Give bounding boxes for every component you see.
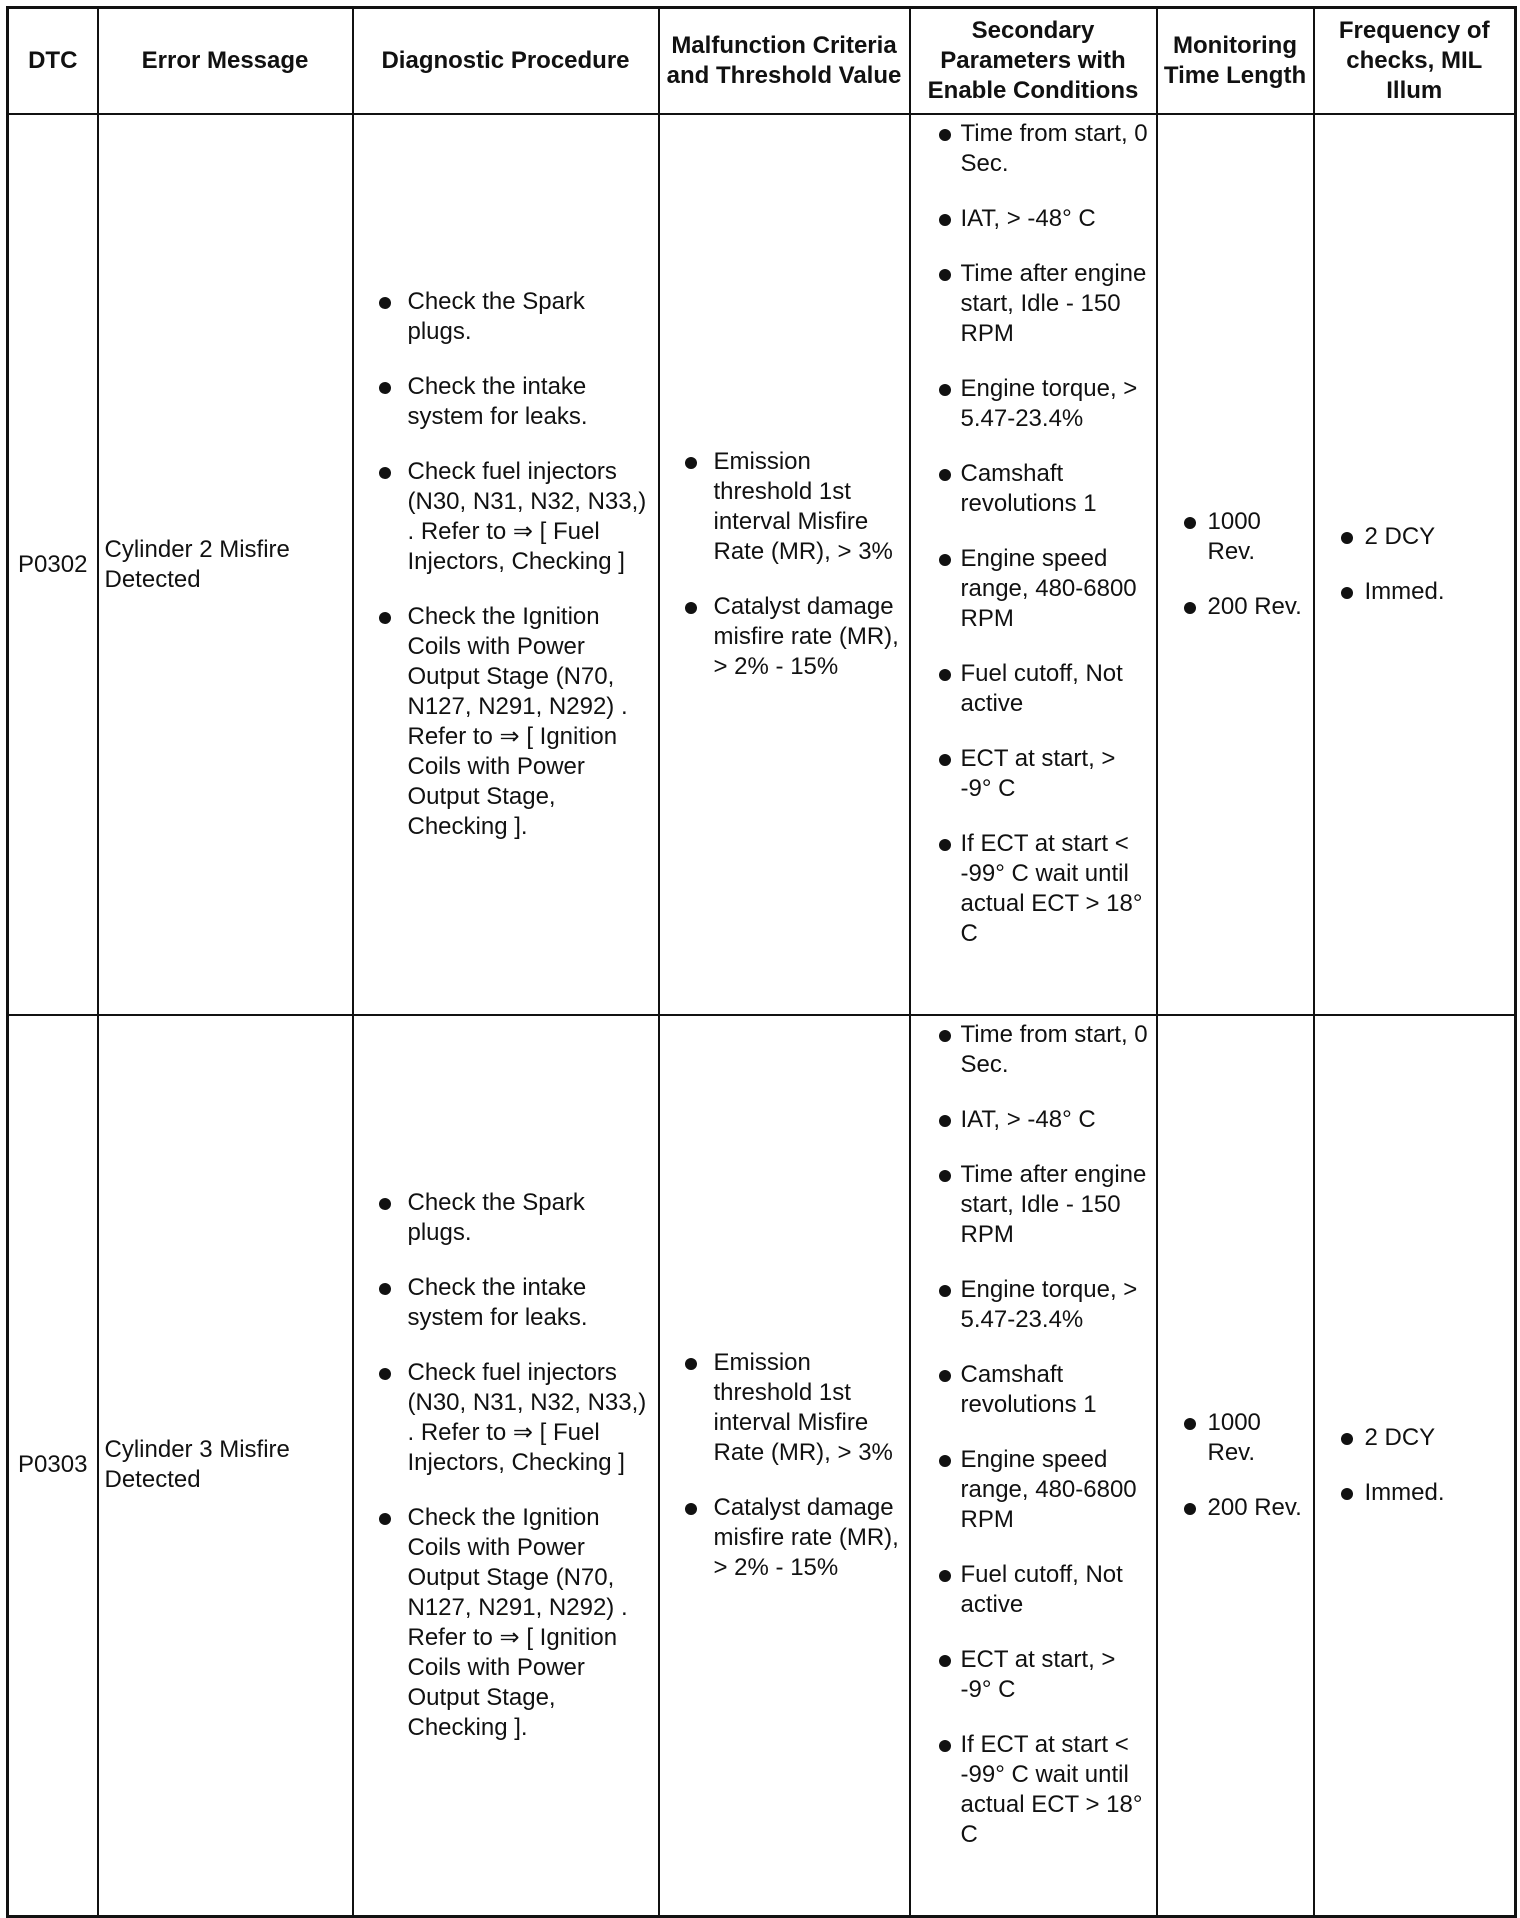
list-item: Engine torque, > 5.47-23.4% bbox=[919, 374, 1150, 434]
monitoring-time-cell bbox=[1157, 1015, 1314, 1916]
diagnostic-procedure-cell bbox=[353, 1015, 659, 1916]
header-dtc: DTC bbox=[8, 8, 98, 115]
list-item: Engine torque, > 5.47-23.4% bbox=[919, 1275, 1150, 1335]
header-monitoring-time: Monitoring Time Length bbox=[1157, 8, 1314, 115]
list-item: Check the Ignition Coils with Power Output Stage (N70, N127, N291, N292) . Refer to ⇒ [ Ignition Coils with Power Output Stage, Checking ]. bbox=[372, 1503, 654, 1743]
frequency-cell bbox=[1314, 1015, 1516, 1916]
list-item: Camshaft revolutions 1 bbox=[919, 1360, 1150, 1420]
frequency-cell bbox=[1314, 114, 1516, 1015]
list-item: IAT, > -48° C bbox=[919, 204, 1150, 234]
header-malfunction-criteria: Malfunction Criteria and Threshold Value bbox=[659, 8, 910, 115]
list-item: Check fuel injectors (N30, N31, N32, N33,) . Refer to ⇒ [ Fuel Injectors, Checking ] bbox=[372, 1358, 654, 1478]
list-item: Fuel cutoff, Not active bbox=[919, 1560, 1150, 1620]
dtc-table bbox=[6, 6, 1517, 1918]
list-item: Catalyst damage misfire rate (MR), > 2% - 15% bbox=[678, 1493, 903, 1583]
list-item: Check the intake system for leaks. bbox=[372, 1273, 654, 1333]
monitoring-time-cell bbox=[1157, 114, 1314, 1015]
list-item: Time after engine start, Idle - 150 RPM bbox=[919, 1160, 1150, 1250]
list-item: Check the Spark plugs. bbox=[372, 287, 654, 347]
list-item: Immed. bbox=[1321, 577, 1509, 607]
malfunction-criteria-cell bbox=[659, 1015, 910, 1916]
list-item: Check the Ignition Coils with Power Output Stage (N70, N127, N291, N292) . Refer to ⇒ [ Ignition Coils with Power Output Stage, Checking ]. bbox=[372, 602, 654, 842]
list-item: Check the intake system for leaks. bbox=[372, 372, 654, 432]
dtc-code: P0302 bbox=[8, 114, 98, 1015]
header-diagnostic-procedure: Diagnostic Procedure bbox=[353, 8, 659, 115]
list-item: Fuel cutoff, Not active bbox=[919, 659, 1150, 719]
header-row bbox=[8, 8, 1516, 115]
list-item: IAT, > -48° C bbox=[919, 1105, 1150, 1135]
list-item: Emission threshold 1st interval Misfire Rate (MR), > 3% bbox=[678, 447, 903, 567]
dtc-table-container bbox=[6, 6, 1514, 1904]
table-row bbox=[8, 114, 1516, 1015]
secondary-parameters-cell bbox=[910, 1015, 1157, 1916]
dtc-code: P0303 bbox=[8, 1015, 98, 1916]
list-item: 1000 Rev. bbox=[1164, 1408, 1307, 1468]
list-item: Camshaft revolutions 1 bbox=[919, 459, 1150, 519]
list-item: 2 DCY bbox=[1321, 1423, 1509, 1453]
list-item: Time from start, 0 Sec. bbox=[919, 1020, 1150, 1080]
list-item: Immed. bbox=[1321, 1478, 1509, 1508]
list-item: Catalyst damage misfire rate (MR), > 2% - 15% bbox=[678, 592, 903, 682]
header-secondary-parameters: Secondary Parameters with Enable Conditions bbox=[910, 8, 1157, 115]
header-frequency: Frequency of checks, MIL Illum bbox=[1314, 8, 1516, 115]
list-item: 2 DCY bbox=[1321, 522, 1509, 552]
list-item: If ECT at start < -99° C wait until actual ECT > 18° C bbox=[919, 1730, 1150, 1850]
list-item: Time from start, 0 Sec. bbox=[919, 119, 1150, 179]
list-item: Check fuel injectors (N30, N31, N32, N33,) . Refer to ⇒ [ Fuel Injectors, Checking ] bbox=[372, 457, 654, 577]
list-item: Time after engine start, Idle - 150 RPM bbox=[919, 259, 1150, 349]
list-item: 1000 Rev. bbox=[1164, 507, 1307, 567]
list-item: Emission threshold 1st interval Misfire Rate (MR), > 3% bbox=[678, 1348, 903, 1468]
list-item: 200 Rev. bbox=[1164, 592, 1307, 622]
secondary-parameters-cell bbox=[910, 114, 1157, 1015]
list-item: ECT at start, > -9° C bbox=[919, 1645, 1150, 1705]
list-item: Engine speed range, 480-6800 RPM bbox=[919, 1445, 1150, 1535]
diagnostic-procedure-cell bbox=[353, 114, 659, 1015]
table-row bbox=[8, 1015, 1516, 1916]
list-item: Check the Spark plugs. bbox=[372, 1188, 654, 1248]
list-item: 200 Rev. bbox=[1164, 1493, 1307, 1523]
list-item: ECT at start, > -9° C bbox=[919, 744, 1150, 804]
list-item: If ECT at start < -99° C wait until actual ECT > 18° C bbox=[919, 829, 1150, 949]
error-message: Cylinder 3 Misfire Detected bbox=[98, 1015, 353, 1916]
malfunction-criteria-cell bbox=[659, 114, 910, 1015]
list-item: Engine speed range, 480-6800 RPM bbox=[919, 544, 1150, 634]
error-message: Cylinder 2 Misfire Detected bbox=[98, 114, 353, 1015]
header-error-message: Error Message bbox=[98, 8, 353, 115]
